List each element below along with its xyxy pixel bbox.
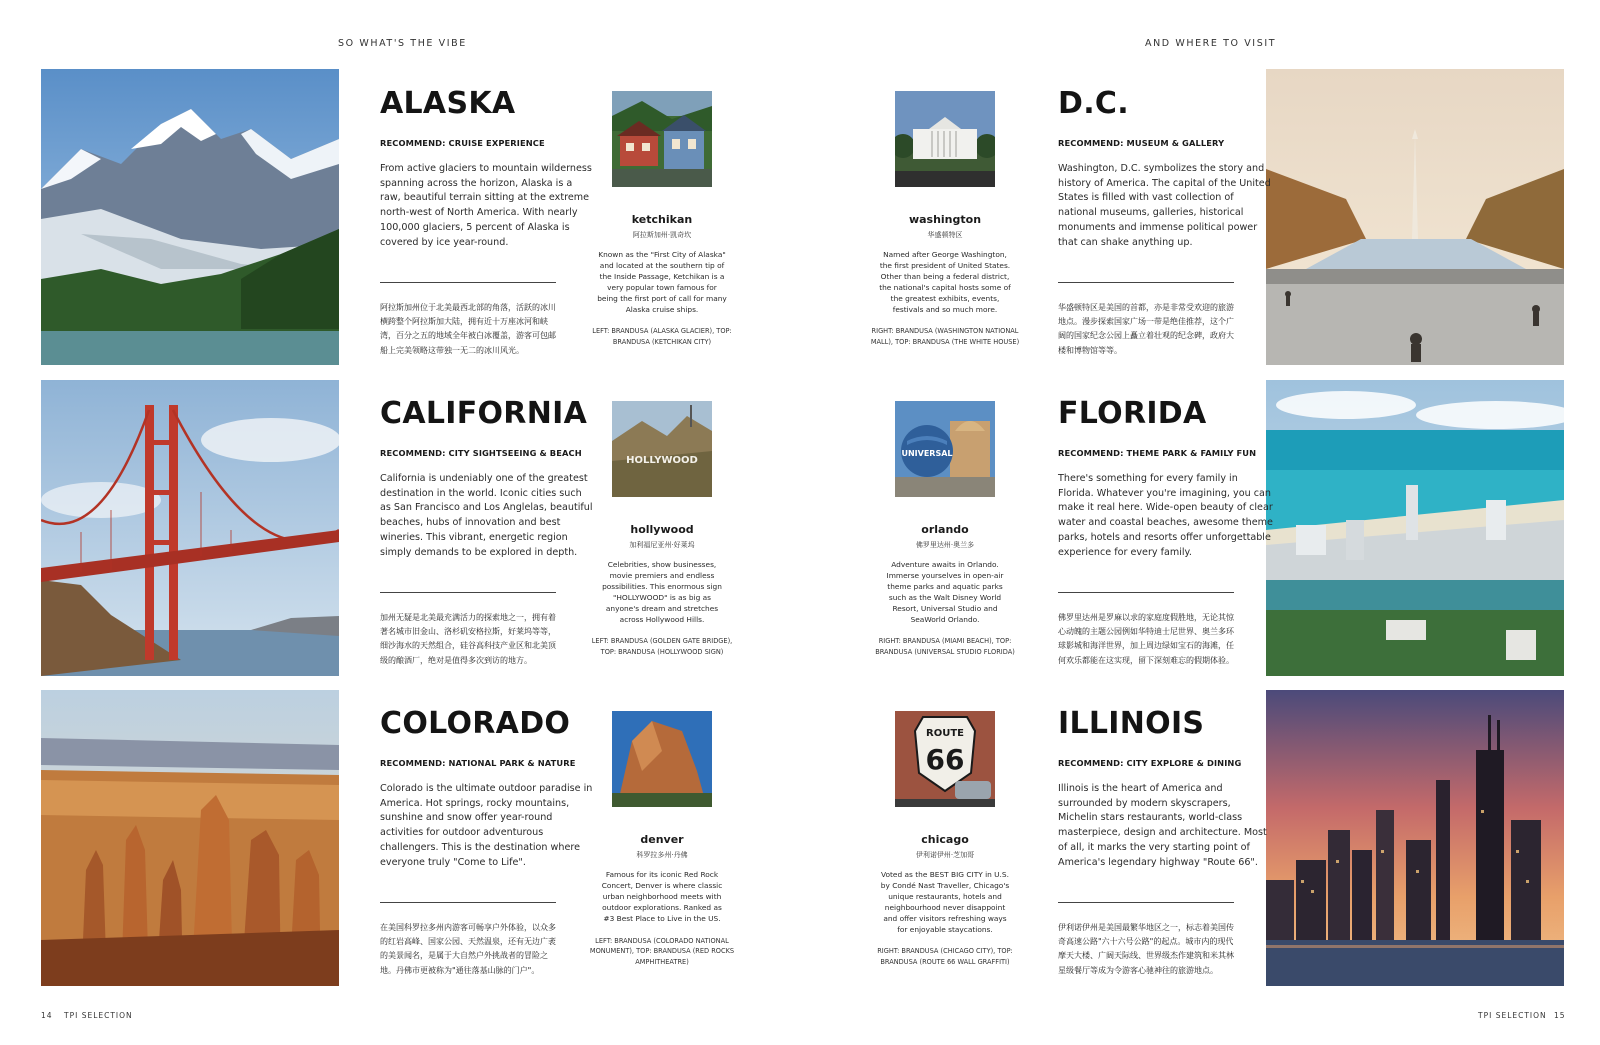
running-head-right: AND WHERE TO VISIT: [1145, 38, 1277, 49]
state-block-california: [380, 396, 595, 665]
city-name-chinese: 科罗拉多州·丹佛: [636, 851, 688, 859]
photo-credit: LEFT: BRANDUSA (GOLDEN GATE BRIDGE), TOP: BRANDUSA (HOLLYWOOD SIGN): [591, 637, 733, 657]
recommend-label: RECOMMEND: CITY EXPLORE & DINING: [1058, 758, 1242, 768]
city-name-chinese: 佛罗里达州·奥兰多: [915, 541, 975, 549]
golden-gate-bridge-photo: [41, 380, 339, 676]
state-description: Illinois is the heart of America and surrounded by modern skyscrapers, Michelin stars restaurants, world-class masterpiece, design and architecture. Most of all, it marks the very starting point of America's legendary highway "Route 66".: [1058, 783, 1267, 868]
denver-thumbnail: [612, 711, 712, 807]
photo-credit: LEFT: BRANDUSA (COLORADO NATIONAL MONUMENT), TOP: BRANDUSA (RED ROCKS AMPHITHEATRE): [589, 936, 735, 967]
divider: [1058, 592, 1234, 593]
state-block-florida: [1058, 396, 1273, 665]
divider: [380, 902, 556, 903]
city-name: hollywood: [630, 523, 694, 536]
ketchikan-thumbnail: [612, 91, 712, 187]
universal-globe-thumbnail: [895, 401, 995, 497]
city-name: ketchikan: [631, 213, 693, 226]
photo-credit: LEFT: BRANDUSA (ALASKA GLACIER), TOP: BRANDUSA (KETCHIKAN CITY): [592, 327, 732, 347]
city-block-chicago: [870, 711, 1020, 968]
page-number-right: 15: [1554, 1011, 1566, 1020]
city-block-hollywood: [587, 401, 737, 658]
running-head-left: SO WHAT'S THE VIBE: [338, 38, 467, 49]
white-house-thumbnail: [895, 91, 995, 187]
divider: [1058, 902, 1234, 903]
state-title: CALIFORNIA: [380, 396, 588, 431]
route-sign-word: ROUTE: [926, 728, 964, 739]
city-name: chicago: [921, 833, 969, 846]
city-description: Voted as the BEST BIG CITY in U.S. by Condé Nast Traveller, Chicago's unique restaurants, hotels and neighbourhood never disappoint and offer visitors refreshing ways for enjoyable staycations.: [880, 870, 1010, 934]
city-name-chinese: 华盛顿特区: [927, 231, 963, 239]
washington-mall-photo: [1266, 69, 1564, 365]
page-number-left: 14: [41, 1011, 53, 1020]
photo-credit: RIGHT: BRANDUSA (MIAMI BEACH), TOP: BRANDUSA (UNIVERSAL STUDIO FLORIDA): [875, 637, 1015, 657]
state-description-chinese: 佛罗里达州是罗麻以求的家庭度假胜地，无论其惊心动魄的主题公园例如华特迪士尼世界、奥兰多环球影城和海洋世界，加上周边绿如宝石的海滩，任何欢乐都能在这实现，留下深刻难忘的假期体验。: [1058, 613, 1234, 665]
divider: [380, 282, 556, 283]
publication-name-left: TPI SELECTION: [64, 1011, 133, 1020]
city-name: denver: [640, 833, 684, 846]
city-description: Named after George Washington, the first president of United States. Other than being a federal district, the national's capital hosts some of the greatest exhibits, events, festivals and so much more.: [879, 250, 1011, 314]
recommend-label: RECOMMEND: THEME PARK & FAMILY FUN: [1058, 448, 1257, 458]
state-title: ILLINOIS: [1058, 706, 1205, 741]
city-name: washington: [908, 213, 982, 226]
state-description: There's something for every family in Florida. Whatever you're imagining, you can make it real here. Wide-open beauty of clear water and coastal beaches, awesome theme parks, hotels and resorts offer unforgettable experience for every family.: [1058, 473, 1273, 558]
route-sign-number: 66: [925, 743, 965, 776]
state-title: FLORIDA: [1058, 396, 1207, 431]
colorado-monument-photo: [41, 690, 339, 986]
city-description: Famous for its iconic Red Rock Concert, Denver is where classic urban neighborhood meets with outdoor explorations. Ranked as #3 Best Place to Live in the US.: [601, 870, 723, 923]
city-block-denver: [587, 711, 737, 968]
publication-name-right: TPI SELECTION: [1478, 1011, 1547, 1020]
city-block-orlando: [870, 401, 1020, 658]
city-description: Celebrities, show businesses, movie premiers and endless possibilities. This enormous sign "HOLLYWOOD" is as big as anyone's dream and stretches across Hollywood Hills.: [602, 560, 722, 624]
recommend-label: RECOMMEND: CRUISE EXPERIENCE: [380, 138, 545, 148]
alaska-glacier-photo: [41, 69, 339, 365]
state-description: California is undeniably one of the greatest destination in the world. Iconic cities such as San Francisco and Los Anglelas, beautiful beaches, hubs of innovation and best wineries. This vibrant, energetic region simply demands to be explored in depth.: [380, 473, 593, 558]
city-name: orlando: [921, 523, 969, 536]
state-description-chinese: 华盛顿特区是美国的首都，亦是非常受欢迎的旅游地点。漫步探索国家广场一带是绝佳推荐，这个广阔的国家纪念公园上矗立着壮观的纪念碑，政府大楼和博物馆等等。: [1058, 303, 1234, 355]
state-block-colorado: [380, 706, 595, 975]
hollywood-thumbnail: [612, 401, 712, 497]
recommend-label: RECOMMEND: NATIONAL PARK & NATURE: [380, 758, 576, 768]
city-name-chinese: 阿拉斯加州·凯奇坎: [632, 231, 692, 239]
chicago-skyline-photo: [1266, 690, 1564, 986]
photo-credit: RIGHT: BRANDUSA (WASHINGTON NATIONAL MALL), TOP: BRANDUSA (THE WHITE HOUSE): [870, 327, 1020, 347]
state-title: D.C.: [1058, 86, 1129, 121]
city-description: Known as the "First City of Alaska" and located at the southern tip of the Inside Passage, Ketchikan is a very popular town famous for being the first port of call for many Alaska cruise ships.: [597, 250, 727, 314]
state-description-chinese: 伊利诺伊州是美国最繁华地区之一，标志着美国传奇高速公路"六十六号公路"的起点。城市内的现代摩天大楼、广阔天际线、世界级杰作建筑和米其林星级餐厅等成为令游客心驰神往的旅游地点。: [1058, 923, 1234, 975]
state-title: ALASKA: [380, 86, 516, 121]
state-description-chinese: 加州无疑是北美最充满活力的探索地之一，拥有着著名城市旧金山、洛杉矶安格拉斯，好莱坞等等，细沙海水的天然组合，硅谷高科技产业区和北美顶级的酿酒厂，绝对是值得多次到访的地方。: [380, 613, 556, 665]
state-block-alaska: [380, 86, 595, 355]
city-block-ketchikan: [587, 91, 737, 348]
city-description: Adventure awaits in Orlando. Immerse yourselves in open-air theme parks and aquatic parks such as the Walt Disney World Resort, Universal Studio and SeaWorld Orlando.: [886, 560, 1004, 624]
city-block-washington: [870, 91, 1020, 348]
state-description-chinese: 阿拉斯加州位于北美最西北部的角落，活跃的冰川横跨整个阿拉斯加大陆，拥有近十万座冰河和峡湾，百分之五的地域全年被白冰覆盖，游客可包邮船上完美领略这带独一无二的冰川风光。: [380, 303, 556, 355]
recommend-label: RECOMMEND: CITY SIGHTSEEING & BEACH: [380, 448, 582, 458]
divider: [1058, 282, 1234, 283]
universal-sign-text: UNIVERSAL: [901, 449, 953, 458]
city-name-chinese: 加利福尼亚州·好莱坞: [629, 541, 695, 549]
photo-credit: RIGHT: BRANDUSA (CHICAGO CITY), TOP: BRANDUSA (ROUTE 66 WALL GRAFFITI): [877, 947, 1013, 967]
route-66-thumbnail: [895, 711, 995, 807]
recommend-label: RECOMMEND: MUSEUM & GALLERY: [1058, 138, 1225, 148]
state-description: From active glaciers to mountain wilderness spanning across the horizon, Alaska is a raw, beautiful terrain sitting at the extreme north-west of North America. With nearly 100,000 glaciers, 5 percent of Alaska is covered by ice year-round.: [380, 163, 592, 248]
state-description: Washington, D.C. symbolizes the story and history of America. The capital of the United States is filled with vast collection of national museums, galleries, historical monuments and immense political power that can shake anything up.: [1058, 163, 1271, 248]
state-title: COLORADO: [380, 706, 571, 741]
state-description-chinese: 在美国科罗拉多州内游客可畅享户外体验，以众多的红岩高峰、国家公园、天然温泉，还有无边广袤的美景闻名，是属于大自然户外挑战者的冒险之地。丹佛市更被称为"通往落基山脉的门户"。: [380, 923, 556, 975]
state-block-dc: [1058, 86, 1273, 355]
city-name-chinese: 伊利诺伊州·芝加哥: [915, 851, 975, 859]
divider: [380, 592, 556, 593]
miami-beach-photo: [1266, 380, 1564, 676]
state-block-illinois: [1058, 706, 1273, 975]
state-description: Colorado is the ultimate outdoor paradise in America. Hot springs, rocky mountains, sunshine and snow offer year-round activities for outdoor adventurous challengers. This is the destination where everyone truly "Come to Life".: [380, 783, 593, 868]
hollywood-sign-text: HOLLYWOOD: [626, 455, 698, 466]
